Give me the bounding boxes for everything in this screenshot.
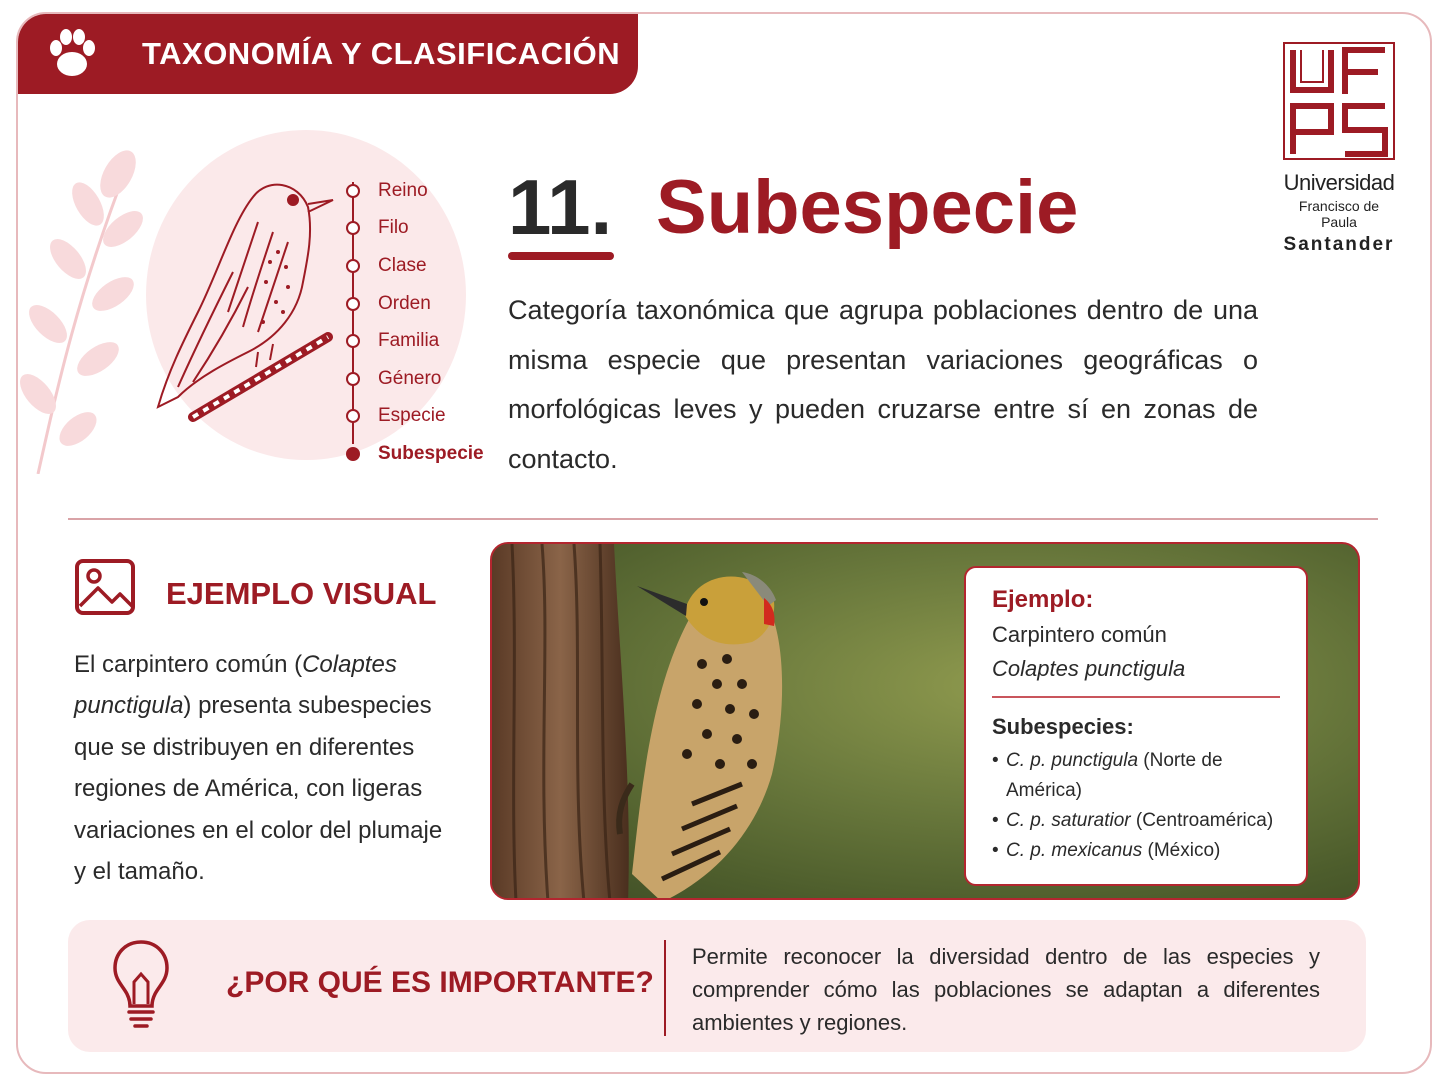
hierarchy-dot <box>346 372 360 386</box>
topic-number: 11. <box>508 163 613 251</box>
hierarchy-label: Orden <box>378 292 431 314</box>
hierarchy-item-filo <box>344 210 484 248</box>
taxonomy-hierarchy <box>344 172 484 473</box>
hierarchy-dot <box>346 297 360 311</box>
university-logo <box>1280 42 1398 256</box>
subspecies-item <box>992 806 1280 836</box>
hierarchy-item-clase <box>344 247 484 285</box>
subspecies-list <box>992 746 1280 866</box>
hierarchy-dot <box>346 221 360 235</box>
example-info-card <box>964 566 1308 886</box>
hierarchy-dot <box>346 259 360 273</box>
importance-title: ¿POR QUÉ ES IMPORTANTE? <box>226 966 654 999</box>
hierarchy-label: Reino <box>378 179 428 201</box>
example-common-name: Carpintero común <box>992 622 1167 647</box>
logo-line-3: Santander <box>1283 234 1395 255</box>
hierarchy-label: Género <box>378 367 442 389</box>
importance-separator <box>664 940 666 1036</box>
subspecies-label: Subespecies: <box>992 714 1134 739</box>
section-divider <box>68 518 1378 520</box>
hierarchy-item-orden <box>344 285 484 323</box>
paw-icon <box>42 26 102 82</box>
hierarchy-item-especie <box>344 398 484 436</box>
hierarchy-item-genero <box>344 360 484 398</box>
lightbulb-icon <box>110 938 172 1030</box>
bird-illustration <box>138 162 348 432</box>
example-text-part: El carpintero común ( <box>74 651 303 678</box>
hierarchy-label: Familia <box>378 330 440 352</box>
hierarchy-item-reino <box>344 172 484 210</box>
subspecies-item <box>992 836 1280 866</box>
hierarchy-dot <box>346 184 360 198</box>
logo-line-2: Francisco de Paula <box>1298 198 1380 230</box>
leaves-decoration <box>18 144 148 474</box>
example-text-scientific: Colaptes punctigula <box>74 651 397 720</box>
subspecies-item <box>992 746 1280 806</box>
hierarchy-dot-active <box>346 447 360 461</box>
subspecies-region: (México) <box>1142 840 1221 861</box>
subspecies-name: C. p. saturatior <box>1006 810 1131 831</box>
subspecies-name: C. p. punctigula <box>1006 750 1139 771</box>
hierarchy-item-subespecie <box>344 435 484 473</box>
hierarchy-label: Clase <box>378 254 427 276</box>
example-text-part: ) presenta subespecies que se distribuyen en diferentes regiones de América, con ligeras variaciones en el color del plumaje y el tamaño. <box>74 692 443 886</box>
header-band <box>18 14 638 94</box>
example-scientific-name: Colaptes punctigula <box>992 656 1186 681</box>
hierarchy-label: Filo <box>378 217 409 239</box>
image-icon <box>74 558 136 616</box>
topic-title: Subespecie <box>656 165 1079 250</box>
ufps-logo-mark <box>1283 42 1395 160</box>
hierarchy-label-active: Subespecie <box>378 442 484 464</box>
card-divider <box>992 696 1280 698</box>
hierarchy-dot <box>346 334 360 348</box>
slide-frame <box>16 12 1432 1074</box>
hierarchy-dot <box>346 409 360 423</box>
hierarchy-item-familia <box>344 322 484 360</box>
example-visual-text <box>74 644 454 892</box>
subspecies-region: (Centroamérica) <box>1130 810 1274 831</box>
importance-text: Permite reconocer la diversidad dentro de las especies y comprender cómo las poblaciones se adaptan a diferentes ambientes y regiones. <box>692 944 1320 1035</box>
subspecies-region: (Norte de América) <box>1006 750 1223 801</box>
topic-number-underline <box>508 252 614 260</box>
topic-definition: Categoría taxonómica que agrupa poblaciones dentro de una misma especie que presentan variaciones geográficas o morfológicas leves y pueden cruzarse entre sí en zonas de contacto. <box>508 295 1258 474</box>
logo-line-1: Universidad <box>1283 170 1395 195</box>
subspecies-name: C. p. mexicanus <box>1006 840 1143 861</box>
header-title: TAXONOMÍA Y CLASIFICACIÓN <box>142 36 621 71</box>
hierarchy-label: Especie <box>378 405 446 427</box>
example-visual-title: EJEMPLO VISUAL <box>166 576 437 611</box>
example-label: Ejemplo: <box>992 586 1094 613</box>
